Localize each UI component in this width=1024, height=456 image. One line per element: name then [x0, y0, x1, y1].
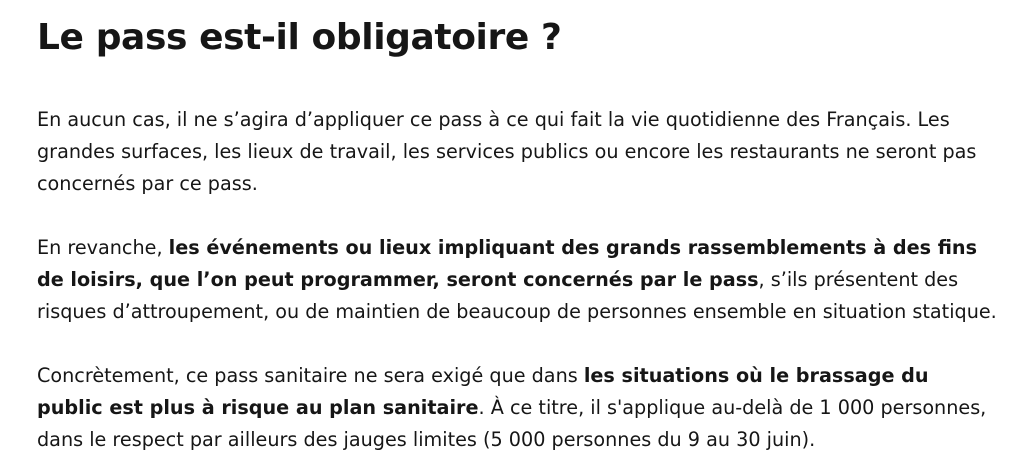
paragraph-2-suffix: , s’ils présentent des risques d’attroupement, ou de maintien de beaucoup de personnes ensemble en situation statique. [37, 268, 997, 323]
paragraph-2 [37, 232, 999, 328]
page-title: Le pass est-il obligatoire ? [37, 17, 562, 58]
paragraph-1-text: En aucun cas, il ne s’agira d’appliquer ce pass à ce qui fait la vie quotidienne des Français. Les grandes surfaces, les lieux de travail, les services publics ou encore les restaurants ne seront pas concernés par ce pass. [37, 108, 977, 195]
paragraph-3-bold-text: les situations où le brassage du public est plus à risque au plan sanitaire [37, 364, 929, 419]
paragraph-2-bold-text: les événements ou lieux impliquant des grands rassemblements à des fins de loisirs, que l’on peut programmer, seront concernés par le pass [37, 236, 978, 291]
paragraph-2-prefix: En revanche, [37, 236, 169, 259]
paragraph-1 [37, 104, 999, 200]
paragraph-3-suffix: . À ce titre, il s'applique au-delà de 1 000 personnes, dans le respect par ailleurs des jauges limites (5 000 personnes du 9 au 30 juin). [37, 396, 987, 451]
paragraph-3 [37, 360, 999, 456]
paragraph-3-prefix: Concrètement, ce pass sanitaire ne sera exigé que dans [37, 364, 584, 387]
